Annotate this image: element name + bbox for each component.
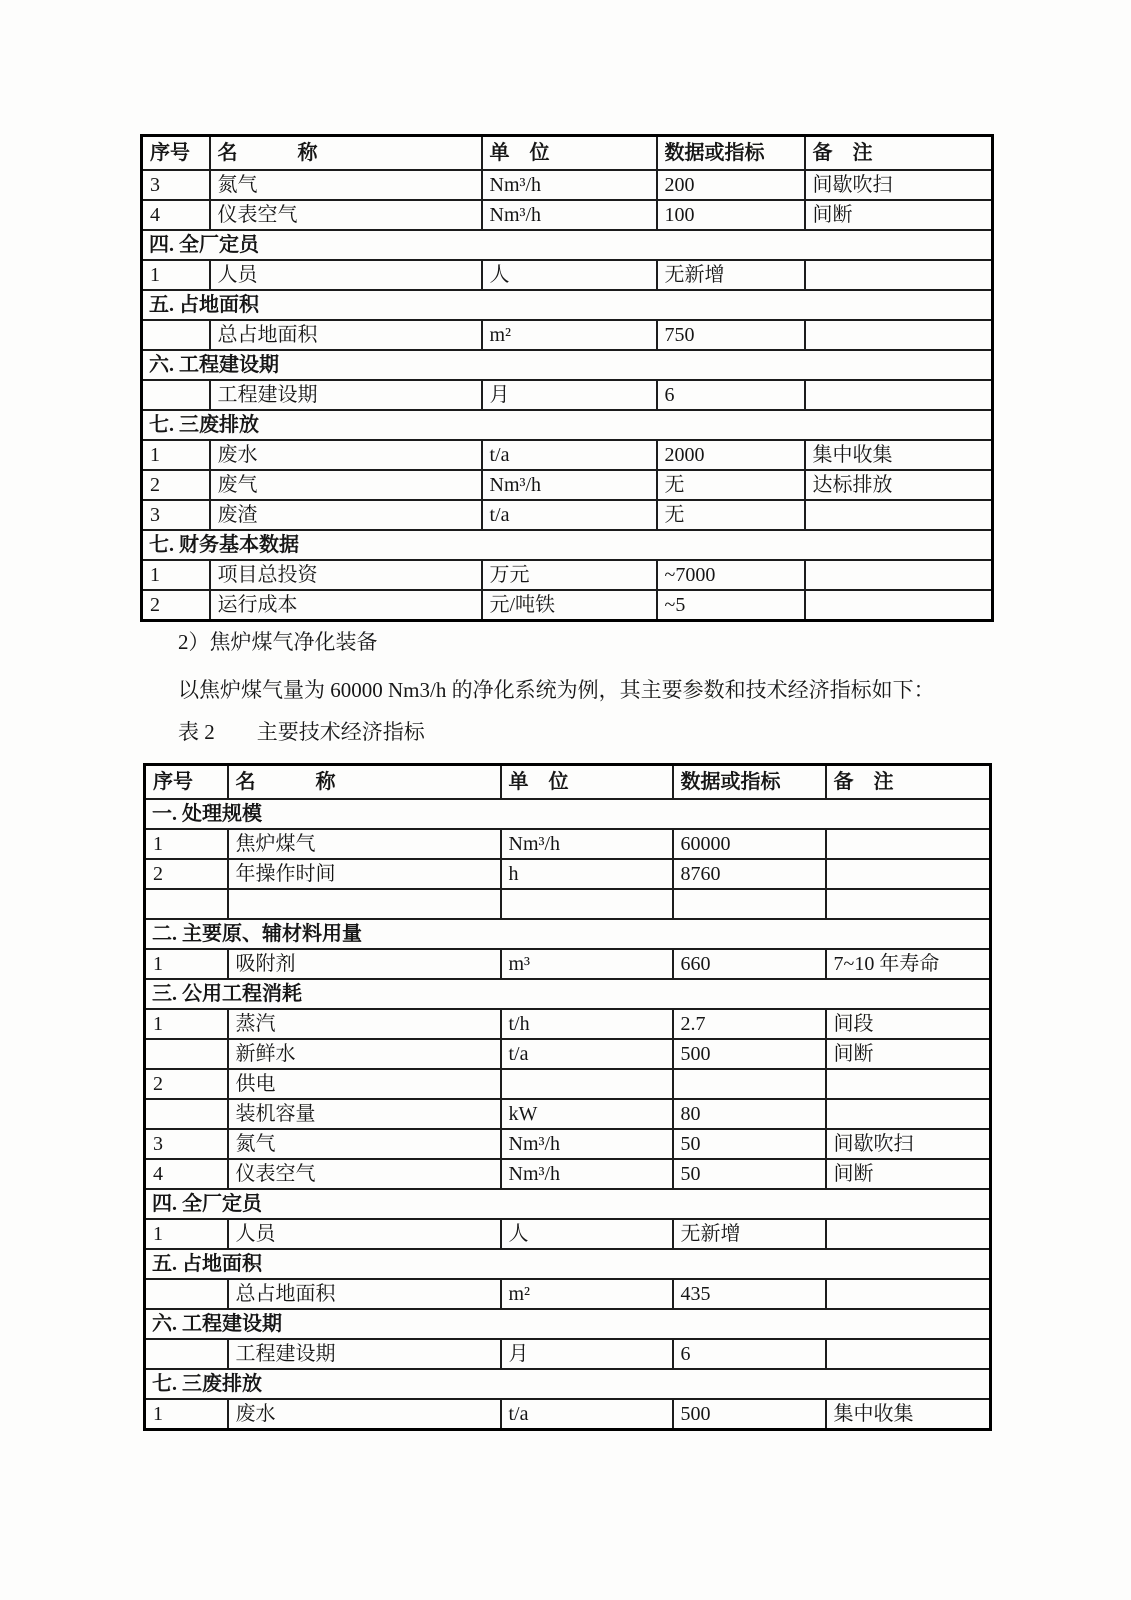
table-cell	[826, 1099, 991, 1129]
table-cell: 4	[142, 200, 210, 230]
table-cell: 1	[145, 1219, 228, 1249]
table-cell: 人员	[228, 1219, 501, 1249]
table-cell: 废水	[210, 440, 482, 470]
table-cell	[826, 889, 991, 919]
table-row	[142, 500, 993, 530]
table-cell	[805, 590, 993, 621]
table-cell: 总占地面积	[228, 1279, 501, 1309]
table-cell: 80	[673, 1099, 826, 1129]
table-row	[142, 560, 993, 590]
column-header-cell: 单 位	[482, 136, 657, 171]
table-cell: Nm³/h	[501, 829, 673, 859]
table-cell: 蒸汽	[228, 1009, 501, 1039]
table-cell: 1	[145, 1399, 228, 1430]
table-cell: 2000	[657, 440, 805, 470]
table-cell: 2	[142, 590, 210, 621]
table-cell	[145, 1339, 228, 1369]
table-cell: 8760	[673, 859, 826, 889]
table-cell: t/a	[501, 1399, 673, 1430]
table-cell: 废水	[228, 1399, 501, 1430]
table-1-technical-indicators	[140, 134, 994, 622]
table-cell: ~5	[657, 590, 805, 621]
table-cell: 1	[145, 949, 228, 979]
section-label-cell: 三. 公用工程消耗	[145, 979, 991, 1009]
table-cell	[142, 320, 210, 350]
table-cell: 间段	[826, 1009, 991, 1039]
table-cell: 仪表空气	[228, 1159, 501, 1189]
table-cell: Nm³/h	[482, 170, 657, 200]
table-cell: Nm³/h	[482, 470, 657, 500]
column-header-cell: 名 称	[210, 136, 482, 171]
section-row	[145, 919, 991, 949]
section-row	[142, 350, 993, 380]
table-row	[142, 320, 993, 350]
table-row	[145, 949, 991, 979]
table-cell: 2.7	[673, 1009, 826, 1039]
section-label-cell: 五. 占地面积	[142, 290, 993, 320]
table-cell: 50	[673, 1129, 826, 1159]
table-cell	[826, 1339, 991, 1369]
table-cell: 间歇吹扫	[805, 170, 993, 200]
table-cell: 集中收集	[805, 440, 993, 470]
table-cell: m²	[501, 1279, 673, 1309]
table-row	[145, 859, 991, 889]
column-header-cell: 备 注	[826, 765, 991, 800]
table-cell: 2	[142, 470, 210, 500]
table-cell	[805, 320, 993, 350]
column-header-cell: 序号	[145, 765, 228, 800]
table-row	[145, 1279, 991, 1309]
table-cell: 500	[673, 1399, 826, 1430]
table-cell	[142, 380, 210, 410]
table-cell: 750	[657, 320, 805, 350]
table-header-row	[145, 765, 991, 800]
table-cell: 工程建设期	[210, 380, 482, 410]
section-label-cell: 四. 全厂定员	[142, 230, 993, 260]
table-cell: m³	[501, 949, 673, 979]
section-label-cell: 一. 处理规模	[145, 799, 991, 829]
table-cell: Nm³/h	[501, 1129, 673, 1159]
table-cell: 仪表空气	[210, 200, 482, 230]
table-cell: 3	[142, 170, 210, 200]
table-cell: 无新增	[673, 1219, 826, 1249]
table-cell: 氮气	[228, 1129, 501, 1159]
section-label-cell: 七. 三废排放	[142, 410, 993, 440]
table-row	[145, 1129, 991, 1159]
table-row	[145, 1009, 991, 1039]
table-cell	[501, 889, 673, 919]
table-2-caption: 表 2 主要技术经济指标	[178, 720, 425, 744]
table-cell	[826, 1219, 991, 1249]
table-cell	[826, 1069, 991, 1099]
table-row	[145, 1099, 991, 1129]
table-cell	[145, 1279, 228, 1309]
table-2-technical-indicators	[143, 763, 992, 1431]
table-cell: 万元	[482, 560, 657, 590]
table-cell: 6	[657, 380, 805, 410]
section-row	[145, 979, 991, 1009]
table-row	[145, 1399, 991, 1430]
table-cell: 2	[145, 1069, 228, 1099]
table-cell	[826, 859, 991, 889]
table-cell: 1	[145, 1009, 228, 1039]
table-cell: 焦炉煤气	[228, 829, 501, 859]
table-row	[142, 260, 993, 290]
table-cell: 元/吨铁	[482, 590, 657, 621]
section-row	[145, 1189, 991, 1219]
table-cell: 3	[142, 500, 210, 530]
table-row	[142, 470, 993, 500]
section-label-cell: 六. 工程建设期	[145, 1309, 991, 1339]
column-header-cell: 数据或指标	[657, 136, 805, 171]
table-cell: 3	[145, 1129, 228, 1159]
table-row	[145, 1039, 991, 1069]
table-cell: 200	[657, 170, 805, 200]
table-cell: 6	[673, 1339, 826, 1369]
table-cell: ~7000	[657, 560, 805, 590]
column-header-cell: 备 注	[805, 136, 993, 171]
section-label-cell: 七. 财务基本数据	[142, 530, 993, 560]
table-cell: 1	[145, 829, 228, 859]
table-cell	[805, 500, 993, 530]
table-cell	[673, 1069, 826, 1099]
table-cell: t/a	[501, 1039, 673, 1069]
table-cell: 氮气	[210, 170, 482, 200]
table-row	[142, 200, 993, 230]
section-row	[142, 230, 993, 260]
table-header-row	[142, 136, 993, 171]
table-cell: 废渣	[210, 500, 482, 530]
table-cell: t/h	[501, 1009, 673, 1039]
table-cell: 4	[145, 1159, 228, 1189]
table-cell	[145, 1099, 228, 1129]
table-cell: 1	[142, 560, 210, 590]
column-header-cell: 单 位	[501, 765, 673, 800]
table-cell: m²	[482, 320, 657, 350]
section-row	[145, 799, 991, 829]
table-cell: t/a	[482, 440, 657, 470]
table-cell: 新鲜水	[228, 1039, 501, 1069]
section-row	[142, 410, 993, 440]
section-row	[145, 1369, 991, 1399]
table-cell: 无	[657, 500, 805, 530]
table-cell: 60000	[673, 829, 826, 859]
table-cell	[228, 889, 501, 919]
section-row	[145, 1249, 991, 1279]
table-cell: kW	[501, 1099, 673, 1129]
table-cell: 运行成本	[210, 590, 482, 621]
section-label-cell: 四. 全厂定员	[145, 1189, 991, 1219]
table-cell: 无新增	[657, 260, 805, 290]
table-cell: 660	[673, 949, 826, 979]
table-row	[142, 590, 993, 621]
table-cell: 供电	[228, 1069, 501, 1099]
table-row	[145, 889, 991, 919]
table-row	[142, 440, 993, 470]
table-cell: Nm³/h	[482, 200, 657, 230]
table-cell: 50	[673, 1159, 826, 1189]
table-cell: 集中收集	[826, 1399, 991, 1430]
table-cell: 7~10 年寿命	[826, 949, 991, 979]
table-cell: 吸附剂	[228, 949, 501, 979]
table-cell: 间断	[805, 200, 993, 230]
table-row	[142, 380, 993, 410]
table-cell: 人	[501, 1219, 673, 1249]
table-cell: 435	[673, 1279, 826, 1309]
table-cell: 2	[145, 859, 228, 889]
column-header-cell: 名 称	[228, 765, 501, 800]
table-row	[145, 829, 991, 859]
table-cell: 总占地面积	[210, 320, 482, 350]
table-cell: t/a	[482, 500, 657, 530]
section-row	[142, 290, 993, 320]
table-cell	[145, 1039, 228, 1069]
table-row	[145, 1069, 991, 1099]
column-header-cell: 数据或指标	[673, 765, 826, 800]
table-cell: 月	[501, 1339, 673, 1369]
table-cell: h	[501, 859, 673, 889]
table-cell: 间断	[826, 1159, 991, 1189]
table-row	[142, 170, 993, 200]
table-cell: 间断	[826, 1039, 991, 1069]
table-cell	[145, 889, 228, 919]
section-row	[145, 1309, 991, 1339]
section-label-cell: 五. 占地面积	[145, 1249, 991, 1279]
table-row	[145, 1159, 991, 1189]
column-header-cell: 序号	[142, 136, 210, 171]
table-row	[145, 1339, 991, 1369]
table-cell: 间歇吹扫	[826, 1129, 991, 1159]
table-cell: 人	[482, 260, 657, 290]
table-cell: 1	[142, 260, 210, 290]
table-cell	[805, 380, 993, 410]
section-row	[142, 530, 993, 560]
table-cell: 500	[673, 1039, 826, 1069]
table-cell: 年操作时间	[228, 859, 501, 889]
table-cell: 无	[657, 470, 805, 500]
table-cell	[673, 889, 826, 919]
section-label-cell: 六. 工程建设期	[142, 350, 993, 380]
table-cell	[826, 829, 991, 859]
table-cell	[826, 1279, 991, 1309]
section-label-cell: 七. 三废排放	[145, 1369, 991, 1399]
table-cell: 工程建设期	[228, 1339, 501, 1369]
table-cell: 装机容量	[228, 1099, 501, 1129]
table-cell: 1	[142, 440, 210, 470]
table-cell: Nm³/h	[501, 1159, 673, 1189]
table-cell: 月	[482, 380, 657, 410]
list-item-heading: 2）焦炉煤气净化装备	[178, 630, 378, 654]
table-cell: 100	[657, 200, 805, 230]
table-cell: 人员	[210, 260, 482, 290]
table-cell	[805, 560, 993, 590]
table-cell: 废气	[210, 470, 482, 500]
table-cell	[501, 1069, 673, 1099]
section-label-cell: 二. 主要原、辅材料用量	[145, 919, 991, 949]
intro-paragraph: 以焦炉煤气量为 60000 Nm3/h 的净化系统为例，其主要参数和技术经济指标如下：	[178, 678, 935, 702]
table-cell	[805, 260, 993, 290]
table-row	[145, 1219, 991, 1249]
table-cell: 达标排放	[805, 470, 993, 500]
table-cell: 项目总投资	[210, 560, 482, 590]
